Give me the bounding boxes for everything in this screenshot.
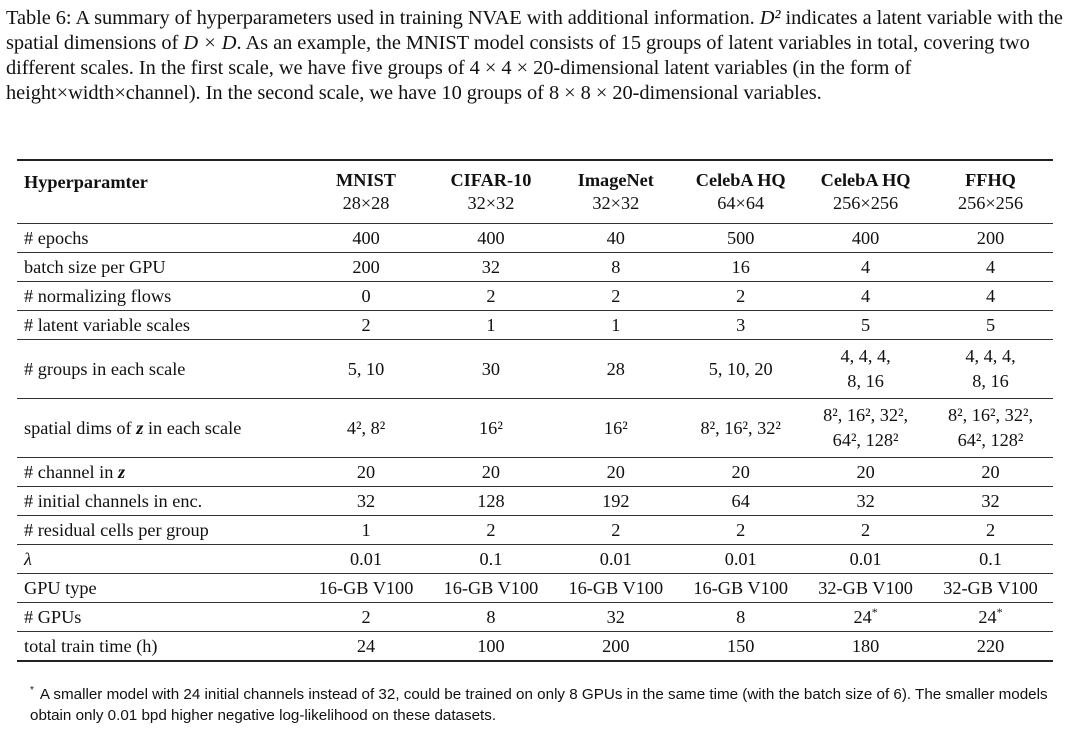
cell-line2: 64², 128² <box>957 430 1024 450</box>
footnote-mark: * <box>871 605 878 619</box>
table-row <box>17 458 1053 487</box>
cell: 16 <box>678 253 803 282</box>
cell: 0.1 <box>428 545 553 574</box>
row-label: GPU type <box>17 574 304 603</box>
cell: 2 <box>553 516 678 545</box>
cell: 4 <box>928 282 1053 311</box>
caption-line2-a: indicates a latent variable with the spatial dimensions of <box>6 7 1063 54</box>
table-row <box>17 632 1053 662</box>
cell: 8 <box>678 603 803 632</box>
header-hyperparameter: Hyperparamter <box>17 160 304 224</box>
cell: 400 <box>803 224 928 253</box>
cell: 5, 10 <box>304 340 429 399</box>
col-name: CIFAR-10 <box>450 170 532 190</box>
label-text: # channel in <box>24 462 114 482</box>
row-label: # normalizing flows <box>17 282 304 311</box>
col-res: 28×28 <box>342 193 390 213</box>
cell <box>928 340 1053 399</box>
cell: 400 <box>304 224 429 253</box>
label-text: in each scale <box>147 418 242 438</box>
table-row <box>17 340 1053 399</box>
cell <box>803 399 928 458</box>
cell: 24 <box>304 632 429 662</box>
row-label: # initial channels in enc. <box>17 487 304 516</box>
caption-d-times-d: D × D <box>183 32 237 54</box>
cell-line2: 64², 128² <box>832 430 899 450</box>
label-text: spatial dims of <box>24 418 132 438</box>
cell: 150 <box>678 632 803 662</box>
header-col-ffhq <box>928 160 1053 224</box>
col-name: ImageNet <box>577 170 654 190</box>
cell-line2: 8, 16 <box>972 371 1009 391</box>
cell: 2 <box>428 516 553 545</box>
table-header-row <box>17 160 1053 224</box>
cell: 30 <box>428 340 553 399</box>
cell: 4², 8² <box>304 399 429 458</box>
cell: 2 <box>304 603 429 632</box>
cell: 200 <box>553 632 678 662</box>
caption-prefix: Table 6: A summary of hyperparameters used in training NVAE with additional information. <box>6 7 755 29</box>
cell: 0 <box>304 282 429 311</box>
cell: 20 <box>678 458 803 487</box>
cell: 2 <box>803 516 928 545</box>
cell: 40 <box>553 224 678 253</box>
cell: 16-GB V100 <box>553 574 678 603</box>
cell-line1: 8², 16², 32², <box>823 405 909 425</box>
cell: 20 <box>304 458 429 487</box>
cell: 2 <box>304 311 429 340</box>
cell: 2 <box>928 516 1053 545</box>
col-res: 32×32 <box>592 193 640 213</box>
row-label: # latent variable scales <box>17 311 304 340</box>
row-label <box>17 458 304 487</box>
header-col-celeba64 <box>678 160 803 224</box>
footnote-mark: * <box>996 605 1003 619</box>
cell: 500 <box>678 224 803 253</box>
cell: 32 <box>428 253 553 282</box>
cell: 32 <box>553 603 678 632</box>
col-name: MNIST <box>336 170 396 190</box>
cell: 100 <box>428 632 553 662</box>
cell-line2: 8, 16 <box>847 371 884 391</box>
table-row <box>17 224 1053 253</box>
cell: 20 <box>803 458 928 487</box>
table-row <box>17 516 1053 545</box>
cell: 3 <box>678 311 803 340</box>
cell: 16² <box>428 399 553 458</box>
cell-line1: 4, 4, 4, <box>840 346 891 366</box>
cell: 220 <box>928 632 1053 662</box>
cell: 180 <box>803 632 928 662</box>
row-label: λ <box>17 545 304 574</box>
cell: 200 <box>928 224 1053 253</box>
row-label <box>17 399 304 458</box>
cell-value: 24 <box>853 607 872 627</box>
cell: 20 <box>928 458 1053 487</box>
cell: 64 <box>678 487 803 516</box>
cell: 128 <box>428 487 553 516</box>
cell: 5, 10, 20 <box>678 340 803 399</box>
table-row <box>17 253 1053 282</box>
cell: 1 <box>553 311 678 340</box>
table-row <box>17 603 1053 632</box>
table-row <box>17 545 1053 574</box>
cell-line1: 4, 4, 4, <box>965 346 1016 366</box>
caption-line2-b: . As an example, the MNIST model consists of 15 groups of latent variables in total, covering two different scales. In the first scale, we have five groups of 4 × 4 × 20-dimensional latent variables (in the form of height×width×channel). In the second scale, we have 10 groups of 8 × 8 × 20-dimensional variables. <box>6 32 1030 104</box>
cell: 20 <box>428 458 553 487</box>
cell: 0.1 <box>928 545 1053 574</box>
cell-value: 24 <box>978 607 997 627</box>
col-name: CelebA HQ <box>695 170 786 190</box>
header-col-cifar10 <box>428 160 553 224</box>
cell: 192 <box>553 487 678 516</box>
table-caption <box>6 6 1064 106</box>
cell: 32 <box>803 487 928 516</box>
cell: 8², 16², 32² <box>678 399 803 458</box>
cell: 32 <box>928 487 1053 516</box>
cell <box>803 603 928 632</box>
row-label: # epochs <box>17 224 304 253</box>
cell: 32-GB V100 <box>803 574 928 603</box>
cell: 1 <box>304 516 429 545</box>
footnote-mark: * <box>30 685 34 696</box>
cell: 28 <box>553 340 678 399</box>
row-label: batch size per GPU <box>17 253 304 282</box>
cell: 5 <box>928 311 1053 340</box>
col-res: 64×64 <box>717 193 765 213</box>
table-row <box>17 311 1053 340</box>
table-row <box>17 487 1053 516</box>
cell: 8 <box>553 253 678 282</box>
cell: 0.01 <box>678 545 803 574</box>
row-label: # GPUs <box>17 603 304 632</box>
cell <box>928 603 1053 632</box>
hyperparameter-table <box>17 159 1053 662</box>
table-row <box>17 399 1053 458</box>
cell: 0.01 <box>553 545 678 574</box>
col-res: 256×256 <box>957 193 1024 213</box>
col-res: 32×32 <box>467 193 515 213</box>
cell: 2 <box>428 282 553 311</box>
cell: 4 <box>803 282 928 311</box>
cell: 16² <box>553 399 678 458</box>
cell: 32-GB V100 <box>928 574 1053 603</box>
header-col-imagenet <box>553 160 678 224</box>
row-label: # groups in each scale <box>17 340 304 399</box>
cell: 32 <box>304 487 429 516</box>
table-footnote <box>30 684 1060 726</box>
row-label: # residual cells per group <box>17 516 304 545</box>
footnote-text: A smaller model with 24 initial channels instead of 32, could be trained on only 8 GPUs in the same time (with the batch size of 6). The smaller models obtain only 0.01 bpd higher negative log-likelihood on these datasets. <box>30 686 1048 724</box>
cell: 2 <box>678 282 803 311</box>
cell: 20 <box>553 458 678 487</box>
cell: 0.01 <box>803 545 928 574</box>
cell-line1: 8², 16², 32², <box>948 405 1034 425</box>
col-name: CelebA HQ <box>820 170 911 190</box>
label-variable: z <box>136 418 144 438</box>
header-col-celeba256 <box>803 160 928 224</box>
cell: 5 <box>803 311 928 340</box>
col-name: FFHQ <box>965 170 1016 190</box>
col-res: 256×256 <box>833 193 899 213</box>
cell: 16-GB V100 <box>304 574 429 603</box>
cell: 2 <box>553 282 678 311</box>
table-row <box>17 282 1053 311</box>
cell <box>803 340 928 399</box>
cell: 400 <box>428 224 553 253</box>
cell: 16-GB V100 <box>428 574 553 603</box>
row-label: total train time (h) <box>17 632 304 662</box>
cell: 4 <box>803 253 928 282</box>
header-col-mnist <box>304 160 429 224</box>
table-row <box>17 574 1053 603</box>
cell: 16-GB V100 <box>678 574 803 603</box>
caption-d-squared: D² <box>759 7 781 29</box>
cell: 200 <box>304 253 429 282</box>
cell: 1 <box>428 311 553 340</box>
cell <box>928 399 1053 458</box>
cell: 0.01 <box>304 545 429 574</box>
cell: 2 <box>678 516 803 545</box>
cell: 8 <box>428 603 553 632</box>
cell: 4 <box>928 253 1053 282</box>
label-variable: z <box>117 462 126 482</box>
